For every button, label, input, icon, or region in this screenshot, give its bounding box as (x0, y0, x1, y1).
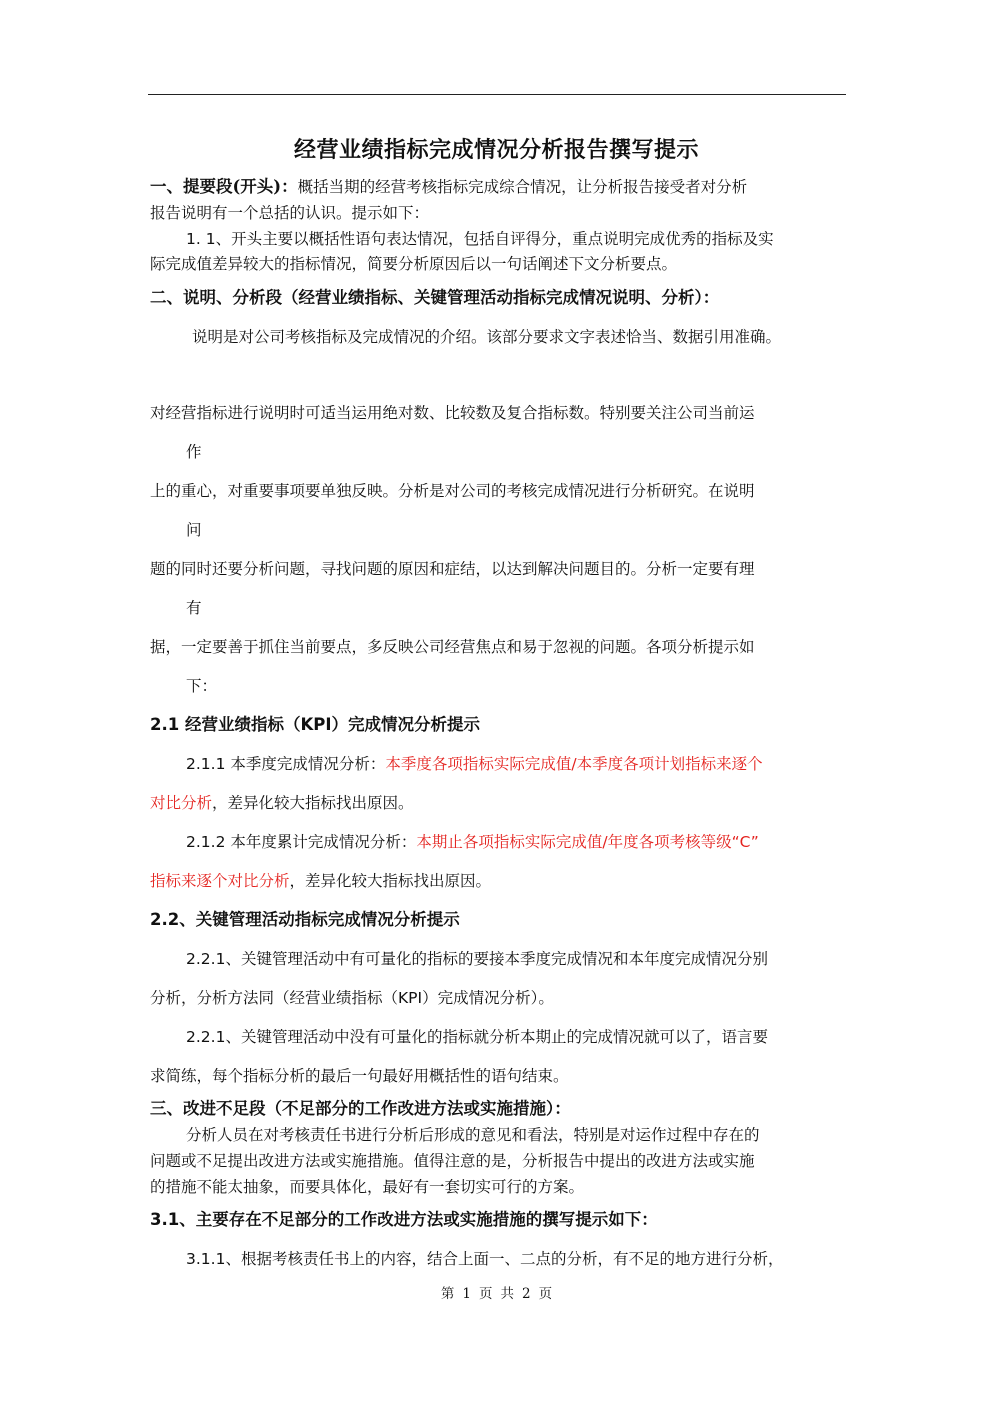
item-2-1-1-prefix: 2.1.1 本季度完成情况分析： (186, 755, 386, 773)
item-2-1-1-rest: ，差异化较大指标找出原因。 (212, 794, 414, 812)
subsection-2-2-heading: 2.2、关键管理活动指标完成情况分析提示 (150, 910, 460, 929)
item-2-2-1a-line1: 2.2.1、关键管理活动中有可量化的指标的要接本季度完成情况和本年度完成情况分别 (186, 950, 768, 968)
item-2-2-1b-line1: 2.2.1、关键管理活动中没有可量化的指标就分析本期止的完成情况就可以了，语言要 (186, 1028, 768, 1046)
subsection-3-1-heading: 3.1、主要存在不足部分的工作改进方法或实施措施的撰写提示如下： (150, 1210, 658, 1229)
page-footer (0, 1282, 993, 1302)
section1-intro-cont: 报告说明有一个总括的认识。提示如下： (150, 204, 430, 222)
footer-text: 共 (500, 1286, 514, 1302)
section2-para2-line: 对经营指标进行说明时可适当运用绝对数、比较数及复合指标数。特别要关注公司当前运 (150, 404, 755, 422)
section2-para1: 说明是对公司考核指标及完成情况的介绍。该部分要求文字表述恰当、数据引用准确。 (192, 328, 782, 346)
section2-para2-line: 作 (186, 443, 202, 461)
current-page-number: 1 (462, 1286, 471, 1302)
section1-intro: 概括当期的经营考核指标完成综合情况，让分析报告接受者对分析 (297, 178, 748, 196)
item-2-1-2-line2 (150, 871, 491, 891)
section3-heading: 三、改进不足段（不足部分的工作改进方法或实施措施）： (150, 1099, 571, 1118)
item-2-1-2-prefix: 2.1.2 本年度累计完成情况分析： (186, 833, 417, 851)
footer-text: 第 (440, 1286, 455, 1302)
total-pages-number: 2 (522, 1286, 531, 1302)
item-3-1-1: 3.1.1、根据考核责任书上的内容，结合上面一、二点的分析，有不足的地方进行分析， (186, 1250, 784, 1268)
section2-para2-line: 下： (186, 677, 218, 695)
subsection-2-1-heading: 2.1 经营业绩指标（KPI）完成情况分析提示 (150, 715, 480, 734)
section3-para-line2: 问题或不足提出改进方法或实施措施。值得注意的是，分析报告中提出的改进方法或实施 (150, 1152, 755, 1170)
item-2-1-2-rest: ，差异化较大指标找出原因。 (289, 872, 492, 890)
section3-para-line3: 的措施不能太抽象，而要具体化，最好有一套切实可行的方案。 (150, 1178, 585, 1196)
section3-para-line1: 分析人员在对考核责任书进行分析后形成的意见和看法，特别是对运作过程中存在的 (186, 1126, 760, 1144)
section2-heading: 二、说明、分析段（经营业绩指标、关键管理活动指标完成情况说明、分析）： (150, 288, 720, 307)
item-2-1-2-line1 (186, 832, 759, 852)
item-2-2-1a-line2: 分析，分析方法同（经营业绩指标（KPI）完成情况分析）。 (150, 989, 554, 1007)
header-rule (148, 94, 846, 95)
item-2-1-1-line1 (186, 754, 763, 774)
section1-point1-cont: 际完成值差异较大的指标情况，简要分析原因后以一句话阐述下文分析要点。 (150, 255, 678, 273)
footer-text: 页 (479, 1286, 493, 1302)
section1-heading: 一、提要段(开头)： (150, 177, 298, 196)
item-2-1-1-highlight-cont: 对比分析 (150, 794, 213, 812)
section1-line1 (150, 177, 747, 197)
item-2-1-1-line2 (150, 793, 414, 813)
section2-para2-line: 据，一定要善于抓住当前要点，多反映公司经营焦点和易于忽视的问题。各项分析提示如 (150, 638, 755, 656)
section2-para2-line: 上的重心，对重要事项要单独反映。分析是对公司的考核完成情况进行分析研究。在说明 (150, 482, 755, 500)
item-2-1-2-highlight-cont: 指标来逐个对比分析 (150, 872, 290, 890)
section2-para2-line: 有 (186, 599, 202, 617)
item-2-1-1-highlight: 本季度各项指标实际完成值/本季度各项计划指标来逐个 (385, 755, 763, 773)
item-2-2-1b-line2: 求简练，每个指标分析的最后一句最好用概括性的语句结束。 (150, 1067, 569, 1085)
document-title: 经营业绩指标完成情况分析报告撰写提示 (293, 137, 699, 163)
section1-point1: 1. 1、开头主要以概括性语句表达情况，包括自评得分，重点说明完成优秀的指标及实 (186, 230, 774, 248)
item-2-1-2-highlight: 本期止各项指标实际完成值/年度各项考核等级“C” (416, 833, 759, 851)
section2-para2-line: 题的同时还要分析问题，寻找问题的原因和症结，以达到解决问题目的。分析一定要有理 (150, 560, 755, 578)
footer-text: 页 (538, 1286, 553, 1302)
section2-para2-line: 问 (186, 521, 202, 539)
